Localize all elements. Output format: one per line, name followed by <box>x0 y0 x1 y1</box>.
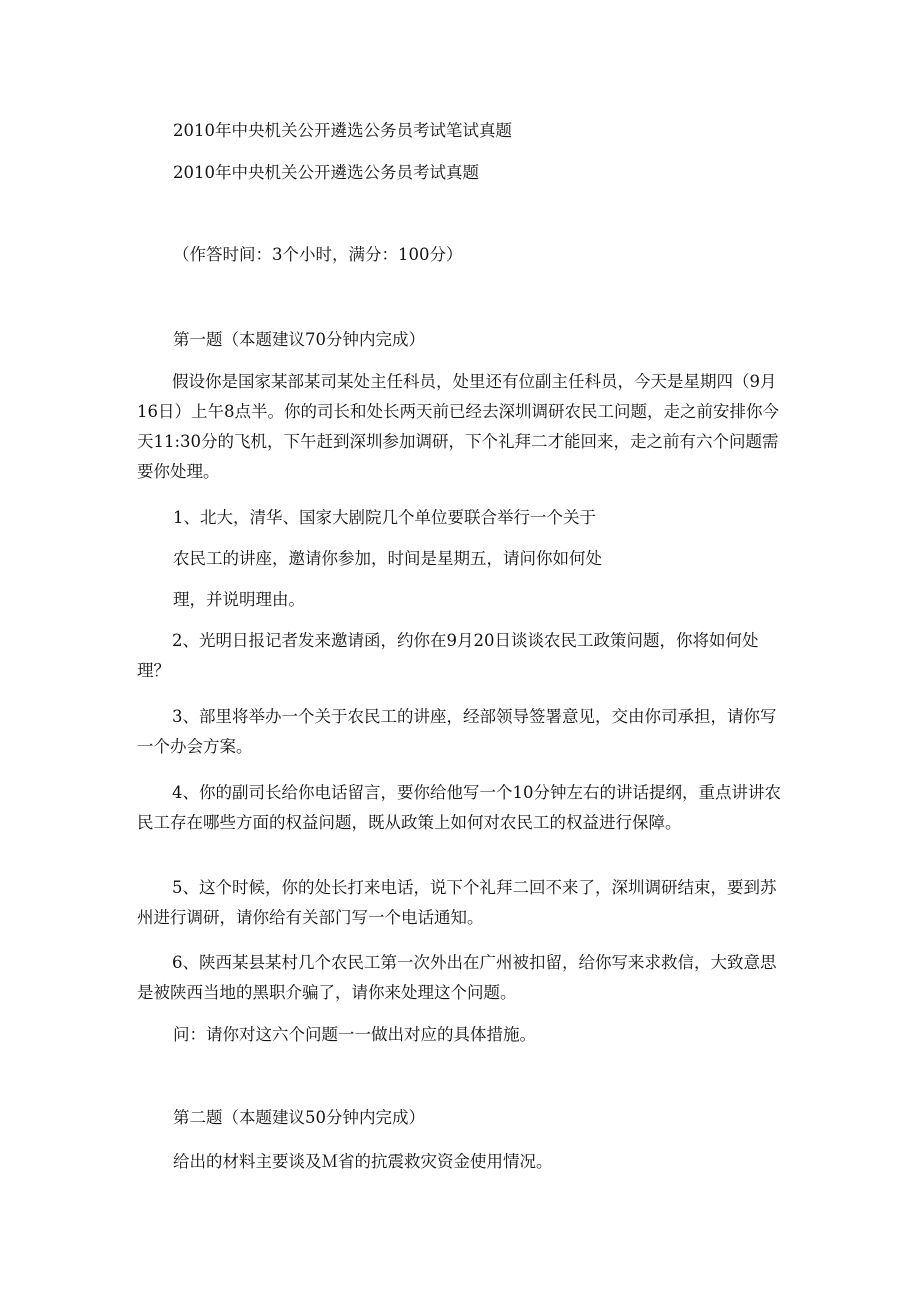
document-subtitle: 2010年中央机关公开遴选公务员考试真题 <box>173 163 479 182</box>
question-6: 6、陕西某县某村几个农民工第一次外出在广州被扣留，给你写来求救信，大致意思是被陕西当地的黑职介骗了，请你来处理这个问题。 <box>137 953 777 1002</box>
section-2-material: 给出的材料主要谈及Ｍ省的抗震救灾资金使用情况。 <box>173 1152 553 1171</box>
question-2: 2、光明日报记者发来邀请函，约你在9月20日谈谈农民工政策问题，你将如何处理？ <box>137 631 759 680</box>
question-5: 5、这个时候，你的处长打来电话，说下个礼拜二回不来了，深圳调研结束，要到苏州进行调研，请你给有关部门写一个电话通知。 <box>137 878 777 927</box>
section-1-intro: 假设你是国家某部某司某处主任科员，处里还有位副主任科员，今天是星期四（9月16日）上午8点半。你的司长和处长两天前已经去深圳调研农民工问题，走之前安排你今天11:30分的飞机，下午赶到深圳参加调研，下个礼拜二才能回来，走之前有六个问题需要你处理。 <box>137 372 779 481</box>
question-1-line-2: 农民工的讲座，邀请你参加，时间是星期五，请问你如何处 <box>173 549 602 568</box>
document-title: 2010年中央机关公开遴选公务员考试笔试真题 <box>173 121 512 140</box>
exam-info: （作答时间：3个小时，满分：100分） <box>173 245 463 264</box>
section-2-heading: 第二题（本题建议50分钟内完成） <box>173 1108 425 1127</box>
section-1-question: 问：请你对这六个问题一一做出对应的具体措施。 <box>173 1025 536 1044</box>
question-1-line-1: 1、北大，清华、国家大剧院几个单位要联合举行一个关于 <box>173 508 596 527</box>
question-4: 4、你的副司长给你电话留言，要你给他写一个10分钟左右的讲话提纲，重点讲讲农民工存在哪些方面的权益问题，既从政策上如何对农民工的权益进行保障。 <box>137 783 781 832</box>
section-1-heading: 第一题（本题建议70分钟内完成） <box>173 330 425 349</box>
question-3: 3、部里将举办一个关于农民工的讲座，经部领导签署意见，交由你司承担，请你写一个办会方案。 <box>137 707 777 756</box>
question-1-line-3: 理，并说明理由。 <box>173 590 305 609</box>
